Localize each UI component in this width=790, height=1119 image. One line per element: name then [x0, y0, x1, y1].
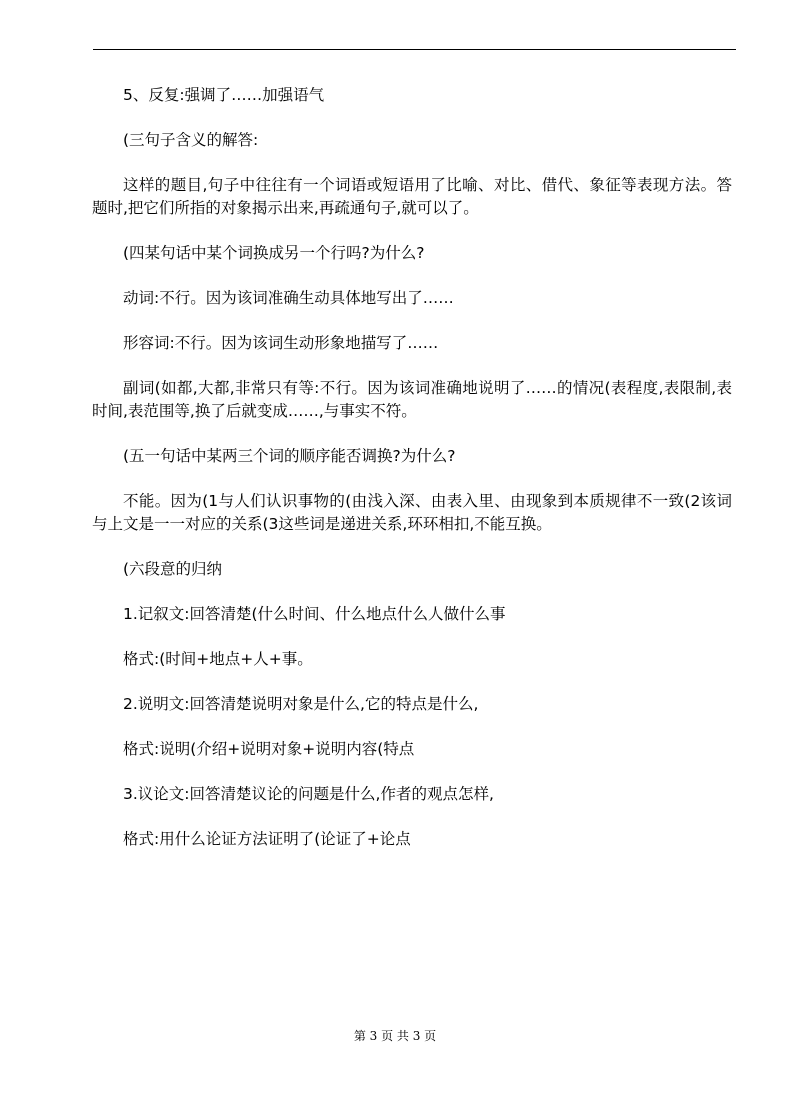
paragraph-expository-format: 格式:说明(介绍+说明对象+说明内容(特点: [123, 740, 415, 758]
paragraph-sentence-meaning-answer: 这样的题目,句子中往往有一个词语或短语用了比喻、对比、借代、象征等表现方法。答题时,把它们所指的对象揭示出来,再疏通句子,就可以了。: [92, 176, 732, 217]
header-rule: [93, 49, 736, 50]
heading-word-order: (五一句话中某两三个词的顺序能否调换?为什么?: [123, 447, 456, 465]
paragraph-argumentative: 3.议论文:回答清楚议论的问题是什么,作者的观点怎样,: [123, 785, 494, 803]
paragraph-narrative-format: 格式:(时间+地点+人+事。: [123, 650, 313, 668]
page-number-footer: 第 3 页 共 3 页: [353, 1029, 437, 1043]
heading-sentence-meaning: (三句子含义的解答:: [123, 131, 259, 149]
paragraph-expository: 2.说明文:回答清楚说明对象是什么,它的特点是什么,: [123, 695, 479, 713]
heading-paragraph-summary: (六段意的归纳: [123, 560, 223, 578]
paragraph-word-order-answer: 不能。因为(1与人们认识事物的(由浅入深、由表入里、由现象到本质规律不一致(2该词与上文是一一对应的关系(3这些词是递进关系,环环相扣,不能互换。: [92, 492, 732, 533]
paragraph-repetition: 5、反复:强调了……加强语气: [123, 86, 325, 104]
heading-word-replacement: (四某句话中某个词换成另一个行吗?为什么?: [123, 244, 425, 262]
paragraph-argumentative-format: 格式:用什么论证方法证明了(论证了+论点: [123, 830, 411, 848]
paragraph-adverb: 副词(如都,大都,非常只有等:不行。因为该词准确地说明了……的情况(表程度,表限制,表时间,表范围等,换了后就变成……,与事实不符。: [92, 379, 732, 420]
document-body: [92, 84, 732, 851]
paragraph-narrative: 1.记叙文:回答清楚(什么时间、什么地点什么人做什么事: [123, 605, 506, 623]
paragraph-adjective: 形容词:不行。因为该词生动形象地描写了……: [123, 334, 439, 352]
paragraph-verb: 动词:不行。因为该词准确生动具体地写出了……: [123, 289, 454, 307]
